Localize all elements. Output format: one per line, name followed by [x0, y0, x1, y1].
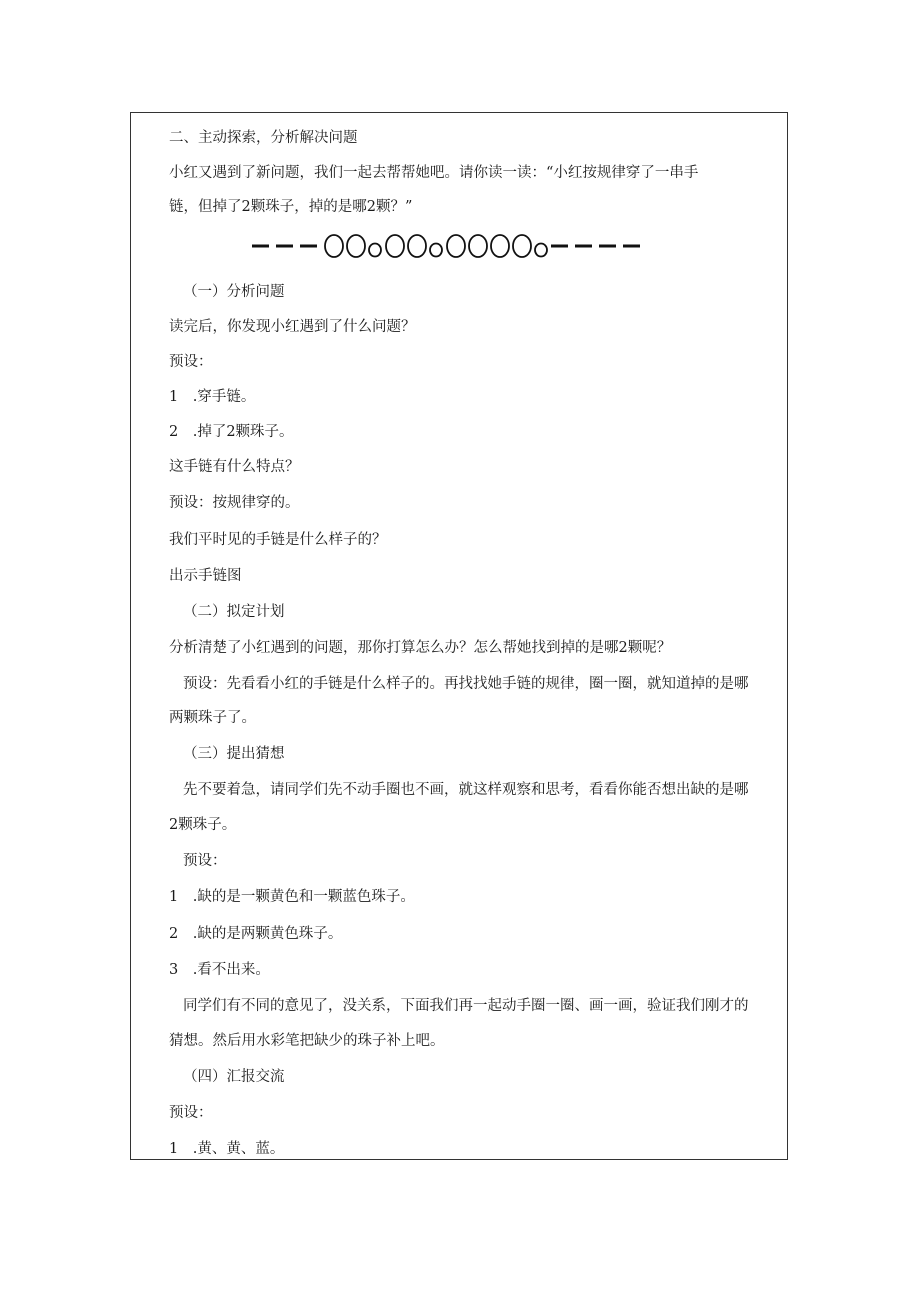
part3-question-line-2: 2颗珠子。 — [169, 817, 237, 833]
part2-answer-line-1: 预设：先看看小红的手链是什么样子的。再找找她手链的规律，圈一圈，就知道掉的是哪 — [183, 676, 749, 692]
bracelet-svg — [252, 232, 672, 260]
bracelet-big-bead — [386, 235, 404, 257]
bracelet-small-bead — [369, 244, 381, 257]
part3-paragraph-line-2: 猜想。然后用水彩笔把缺少的珠子补上吧。 — [169, 1033, 445, 1049]
bracelet-bead-diagram — [252, 232, 672, 260]
bracelet-big-bead — [325, 235, 343, 257]
bracelet-small-bead — [430, 244, 442, 257]
bracelet-dash — [575, 245, 592, 248]
part3-answer-1: 1 .缺的是一颗黄色和一颗蓝色珠子。 — [169, 889, 415, 905]
part1-question-2: 这手链有什么特点？ — [169, 459, 300, 475]
part3-question-line-1: 先不要着急，请同学们先不动手圈也不画，就这样观察和思考，看看你能否想出缺的是哪 — [183, 782, 749, 798]
part3-preset-label: 预设： — [183, 853, 227, 869]
bracelet-dash — [276, 245, 293, 248]
intro-text-line-2: 链，但掉了2颗珠子，掉的是哪2颗？” — [169, 199, 413, 215]
part1-question-1: 读完后，你发现小红遇到了什么问题？ — [169, 319, 416, 335]
section-title: 二、主动探索，分析解决问题 — [169, 130, 358, 146]
part1-answer-1: 1 .穿手链。 — [169, 389, 256, 405]
bracelet-big-bead — [469, 235, 487, 257]
part1-heading: （一）分析问题 — [183, 284, 285, 300]
bracelet-small-bead — [535, 244, 547, 257]
bracelet-big-bead — [347, 235, 365, 257]
part3-heading: （三）提出猜想 — [183, 746, 285, 762]
part2-heading: （二）拟定计划 — [183, 604, 285, 620]
bracelet-big-bead — [447, 235, 465, 257]
part2-question-1: 分析清楚了小红遇到的问题，那你打算怎么办？怎么帮她找到掉的是哪2颗呢？ — [169, 640, 672, 656]
part1-preset-label: 预设： — [169, 354, 213, 370]
bracelet-dash — [551, 245, 568, 248]
intro-text-line-1: 小红又遇到了新问题，我们一起去帮帮她吧。请你读一读：“小红按规律穿了一串手 — [169, 165, 699, 181]
part2-answer-line-2: 两颗珠子了。 — [169, 710, 256, 726]
part4-preset-label: 预设： — [169, 1105, 213, 1121]
part3-answer-3: 3 .看不出来。 — [169, 962, 270, 978]
part1-question-3: 我们平时见的手链是什么样子的？ — [169, 532, 387, 548]
part3-answer-2: 2 .缺的是两颗黄色珠子。 — [169, 926, 343, 942]
part1-answer-3: 预设：按规律穿的。 — [169, 495, 300, 511]
bracelet-big-bead — [491, 235, 509, 257]
bracelet-dash — [599, 245, 616, 248]
bracelet-dash — [623, 245, 640, 248]
bracelet-dash — [252, 245, 269, 248]
part3-paragraph-line-1: 同学们有不同的意见了，没关系，下面我们再一起动手圈一圈、画一画，验证我们刚才的 — [183, 998, 749, 1014]
bracelet-big-bead — [513, 235, 531, 257]
part1-show-image: 出示手链图 — [169, 568, 242, 584]
bracelet-big-bead — [408, 235, 426, 257]
part1-answer-2: 2 .掉了2颗珠子。 — [169, 424, 294, 440]
part4-answer-1: 1 .黄、黄、蓝。 — [169, 1141, 285, 1157]
part4-heading: （四）汇报交流 — [183, 1069, 285, 1085]
bracelet-dash — [300, 245, 317, 248]
